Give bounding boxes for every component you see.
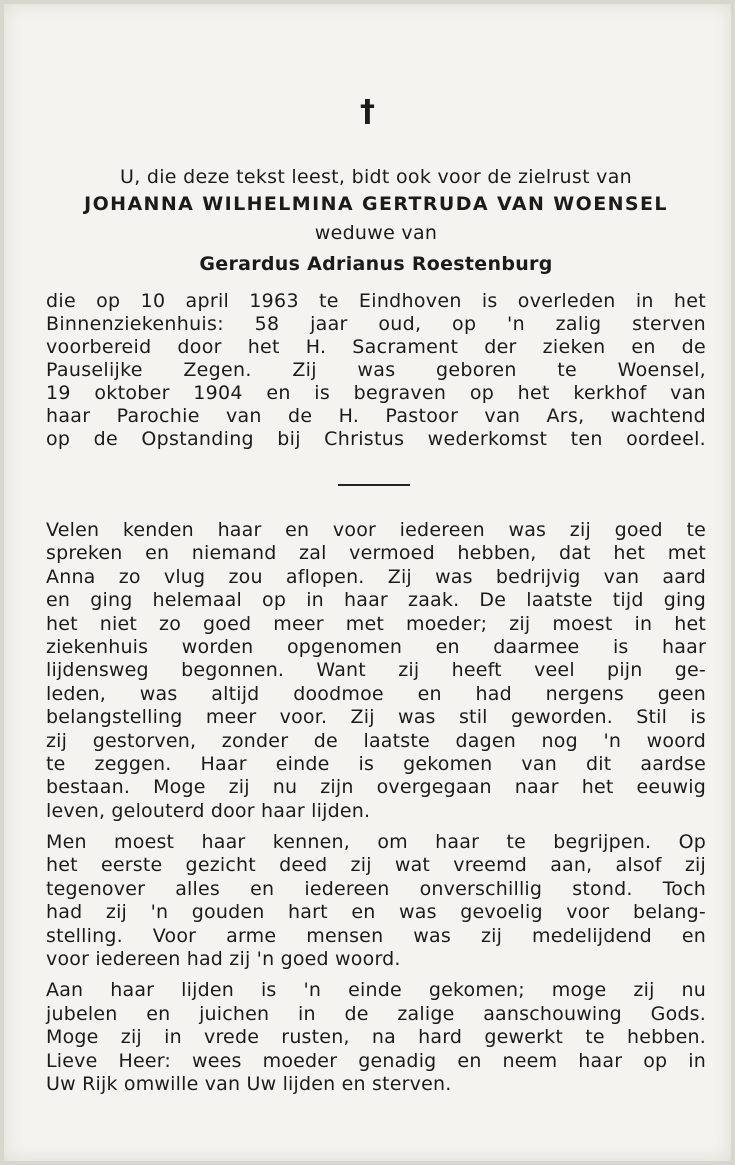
eulogy-line: het niet zo goed meer met moeder; zij moest in het xyxy=(46,612,706,635)
widow-of-line: weduwe van xyxy=(314,222,438,244)
eulogy-line: jubelen en juichen in de zalige aanschouwing Gods. xyxy=(46,1002,706,1025)
details-line: 19 oktober 1904 en is begraven op het kerkhof van xyxy=(46,382,706,404)
deceased-name: JOHANNA WILHELMINA GERTRUDA VAN WOENSEL xyxy=(84,193,668,215)
eulogy-line: Anna zo vlug zou aflopen. Zij was bedrijvig van aard xyxy=(46,565,706,588)
intro-line: U, die deze tekst leest, bidt ook voor de zielrust van xyxy=(119,166,633,188)
eulogy-line: Moge zij in vrede rusten, na hard gewerkt te hebben. xyxy=(46,1026,706,1049)
eulogy-paragraph xyxy=(46,979,706,1096)
husband-name: Gerardus Adrianus Roestenburg xyxy=(199,253,553,275)
details-line: haar Parochie van de H. Pastoor van Ars, wachtend xyxy=(46,405,706,427)
eulogy-line: tegenover alles en iedereen onverschillig stond. Toch xyxy=(46,877,706,900)
eulogy-line: te zeggen. Haar einde is gekomen van dit aardse xyxy=(46,752,706,775)
eulogy-line: het eerste gezicht deed zij wat vreemd aan, alsof zij xyxy=(46,854,706,877)
eulogy-line: bestaan. Moge zij nu zijn overgegaan naar het eeuwig xyxy=(46,776,706,799)
eulogy-line: leden, was altijd doodmoe en had nergens geen xyxy=(46,682,706,705)
eulogy-paragraph xyxy=(46,519,706,823)
details-line: voorbereid door het H. Sacrament der zieken en de xyxy=(46,336,706,358)
eulogy-line: Men moest haar kennen, om haar te begrijpen. Op xyxy=(46,831,706,854)
eulogy-line: had zij 'n gouden hart en was gevoelig voor belang- xyxy=(46,901,706,924)
memorial-card xyxy=(4,4,731,1161)
eulogy-line: Lieve Heer: wees moeder genadig en neem haar op in xyxy=(46,1049,706,1072)
eulogy-paragraph xyxy=(46,831,706,971)
details-block xyxy=(46,290,706,451)
eulogy-line: Velen kenden haar en voor iedereen was zij goed te xyxy=(46,519,706,541)
eulogy xyxy=(46,519,706,1104)
eulogy-line: Uw Rijk omwille van Uw lijden en sterven. xyxy=(46,1072,452,1095)
eulogy-line: spreken en niemand zal vermoed hebben, dat het met xyxy=(46,542,706,565)
details-line: Binnenziekenhuis: 58 jaar oud, op 'n zalig sterven xyxy=(46,313,706,335)
header-block xyxy=(46,166,706,276)
details-line: Pauselijke Zegen. Zij was geboren te Woensel, xyxy=(46,359,706,381)
eulogy-line: voor iedereen had zij 'n goed woord. xyxy=(46,948,401,971)
details-line: op de Opstanding bij Christus wederkomst ten oordeel. xyxy=(46,428,706,450)
divider xyxy=(338,484,410,486)
details-line: die op 10 april 1963 te Eindhoven is overleden in het xyxy=(46,290,706,312)
eulogy-line: belangstelling meer voor. Zij was stil geworden. Stil is xyxy=(46,706,706,729)
eulogy-line: stelling. Voor arme mensen was zij medelijdend en xyxy=(46,924,706,947)
eulogy-line: Aan haar lijden is 'n einde gekomen; moge zij nu xyxy=(46,979,706,1002)
eulogy-line: en ging helemaal op in haar zaak. De laatste tijd ging xyxy=(46,589,706,612)
eulogy-line: lijdensweg begonnen. Want zij heeft veel pijn ge- xyxy=(46,659,706,682)
eulogy-line: zij gestorven, zonder de laatste dagen nog 'n woord xyxy=(46,729,706,752)
eulogy-line: ziekenhuis worden opgenomen en daarmee is haar xyxy=(46,635,706,658)
cross-icon: † xyxy=(360,94,375,129)
eulogy-line: leven, gelouterd door haar lijden. xyxy=(46,799,371,822)
